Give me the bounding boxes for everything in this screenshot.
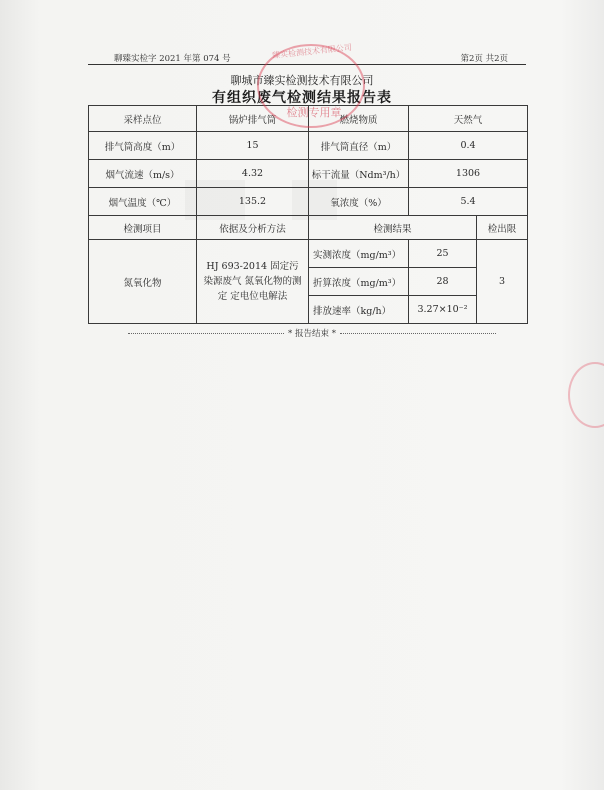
value-stack-diameter: 0.4 xyxy=(409,132,528,160)
official-seal-label: 检测专用章 xyxy=(286,106,342,119)
value-flue-temperature: 135.2 xyxy=(197,188,309,216)
report-end-text: * 报告结束 * xyxy=(288,329,336,339)
value-fuel: 天然气 xyxy=(409,106,528,132)
header-result: 检测结果 xyxy=(309,216,477,240)
report-end-marker xyxy=(128,327,496,339)
label-flue-temperature: 烟气温度（℃） xyxy=(89,188,197,216)
result-label: 实测浓度（mg/m³） xyxy=(309,240,409,268)
value-dry-flow: 1306 xyxy=(409,160,528,188)
label-oxygen: 氧浓度（%） xyxy=(309,188,409,216)
report-table xyxy=(88,105,528,324)
table-row xyxy=(89,160,528,188)
result-value: 3.27×10⁻² xyxy=(409,296,477,324)
label-fuel: 燃烧物质 xyxy=(309,106,409,132)
company-name: 聊城市臻实检测技术有限公司 xyxy=(230,74,374,87)
table-row xyxy=(89,188,528,216)
table-row xyxy=(89,132,528,160)
test-item-name: 氮氧化物 xyxy=(89,240,197,324)
result-value: 25 xyxy=(409,240,477,268)
result-label: 排放速率（kg/h） xyxy=(309,296,409,324)
table-header-row xyxy=(89,216,528,240)
header-test-item: 检测项目 xyxy=(89,216,197,240)
page-indicator: 第2页 共2页 xyxy=(460,54,508,64)
detection-limit-value: 3 xyxy=(477,240,528,324)
header-detection-limit: 检出限 xyxy=(477,216,528,240)
dotted-rule xyxy=(128,333,284,334)
report-title: 有组织废气检测结果报告表 xyxy=(212,90,392,106)
value-sampling-point: 锅炉排气筒 xyxy=(197,106,309,132)
label-stack-diameter: 排气筒直径（m） xyxy=(309,132,409,160)
label-dry-flow: 标干流量（Ndm³/h） xyxy=(309,160,409,188)
header-method: 依据及分析方法 xyxy=(197,216,309,240)
result-value: 28 xyxy=(409,268,477,296)
value-flue-velocity: 4.32 xyxy=(197,160,309,188)
value-stack-height: 15 xyxy=(197,132,309,160)
dotted-rule xyxy=(340,333,496,334)
label-sampling-point: 采样点位 xyxy=(89,106,197,132)
analysis-method: HJ 693-2014 固定污染源废气 氮氧化物的测定 定电位电解法 xyxy=(197,240,309,324)
report-number: 聊臻实检字 2021 年第 074 号 xyxy=(114,54,231,64)
value-oxygen: 5.4 xyxy=(409,188,528,216)
official-seal-ring-text: 臻实检测技术有限公司 xyxy=(271,42,353,61)
result-label: 折算浓度（mg/m³） xyxy=(309,268,409,296)
label-stack-height: 排气筒高度（m） xyxy=(89,132,197,160)
label-flue-velocity: 烟气流速（m/s） xyxy=(89,160,197,188)
table-row xyxy=(89,240,528,268)
